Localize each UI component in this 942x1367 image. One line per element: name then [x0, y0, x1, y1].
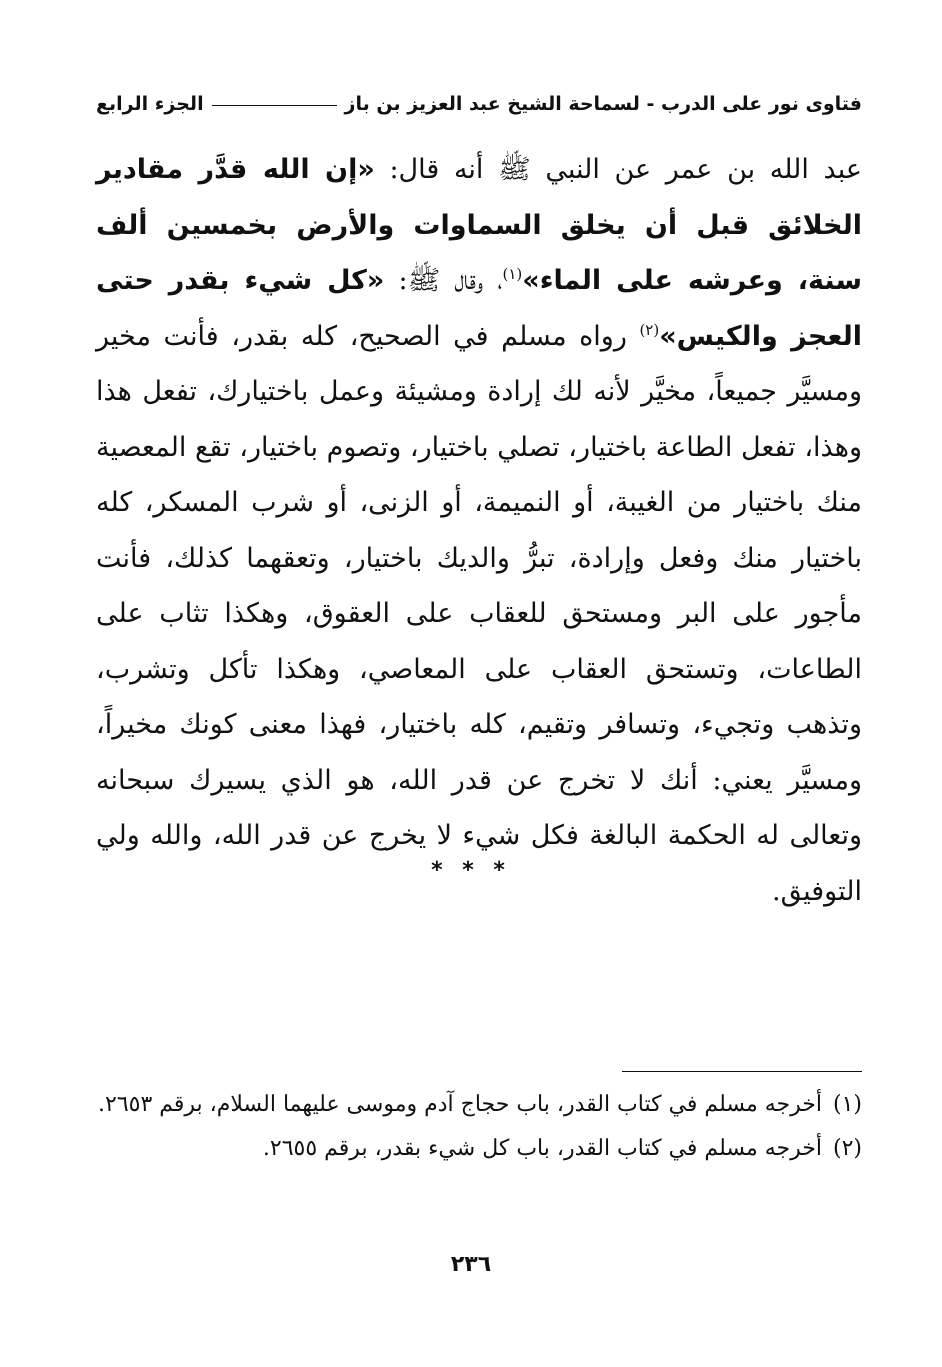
body-text — [96, 142, 862, 919]
running-header — [96, 84, 862, 124]
footnotes — [96, 1083, 862, 1171]
footnote-text: أخرجه مسلم في كتاب القدر، باب حجاج آدم وموسى عليهما السلام، برقم ٢٦٥٣. — [98, 1092, 822, 1117]
footnote-number: (١) — [832, 1092, 862, 1117]
footnote-rule — [622, 1071, 862, 1072]
footnote-text: أخرجه مسلم في كتاب القدر، باب كل شيء بقدر، برقم ٢٦٥٥. — [262, 1136, 822, 1161]
body-segment-2: ، وقال ﷺ: — [384, 265, 503, 296]
header-part: الجزء الرابع — [96, 93, 204, 115]
header-title: فتاوى نور على الدرب - لسماحة الشيخ عبد العزيز بن باز — [344, 93, 862, 115]
header-rule — [212, 105, 337, 106]
page-number: ٢٣٦ — [450, 1252, 492, 1277]
section-separator: * * * — [431, 858, 511, 883]
hadith-quote-1: «إن الله قدَّر مقادير الخلائق قبل أن يخلق السماوات والأرض بخمسين ألف سنة، وعرشه على الماء» — [96, 154, 863, 296]
footnote-number: (٢) — [832, 1136, 862, 1161]
footnote-2 — [96, 1127, 862, 1171]
hadith-quote-2: «كل شيء بقدر حتى العجز والكيس» — [96, 265, 862, 352]
body-segment-1: عبد الله بن عمر عن النبي ﷺ أنه قال: — [374, 154, 862, 185]
footnote-ref-2: (٢) — [639, 320, 660, 339]
body-segment-3: رواه مسلم في الصحيح، كله بقدر، فأنت مخير ومسيَّر جميعاً، مخيَّر لأنه لك إرادة ومشيئة وعمل باختيارك، تفعل هذا وهذا، تفعل الطاعة باختيار، تصلي باختيار، وتصوم باختيار، تقع المعصية منك باختيار من الغيبة، أو النميمة، أو الزنى، أو شرب المسكر، كله باختيار منك وفعل وإرادة، تبرُّ والديك باختيار، وتعقهما كذلك، فأنت مأجور على البر ومستحق للعقاب على العقوق، وهكذا تثاب على الطاعات، وتستحق العقاب على المعاصي، وهكذا تأكل وتشرب، وتذهب وتجيء، وتسافر وتقيم، كله باختيار، فهذا معنى كونك مخيراً، ومسيَّر يعني: أنك لا تخرج عن قدر الله، هو الذي يسيرك سبحانه وتعالى له الحكمة البالغة فكل شيء لا يخرج عن قدر الله، والله ولي التوفيق. — [96, 320, 862, 907]
footnote-1 — [96, 1083, 862, 1127]
footnote-ref-1: (١) — [502, 265, 523, 283]
